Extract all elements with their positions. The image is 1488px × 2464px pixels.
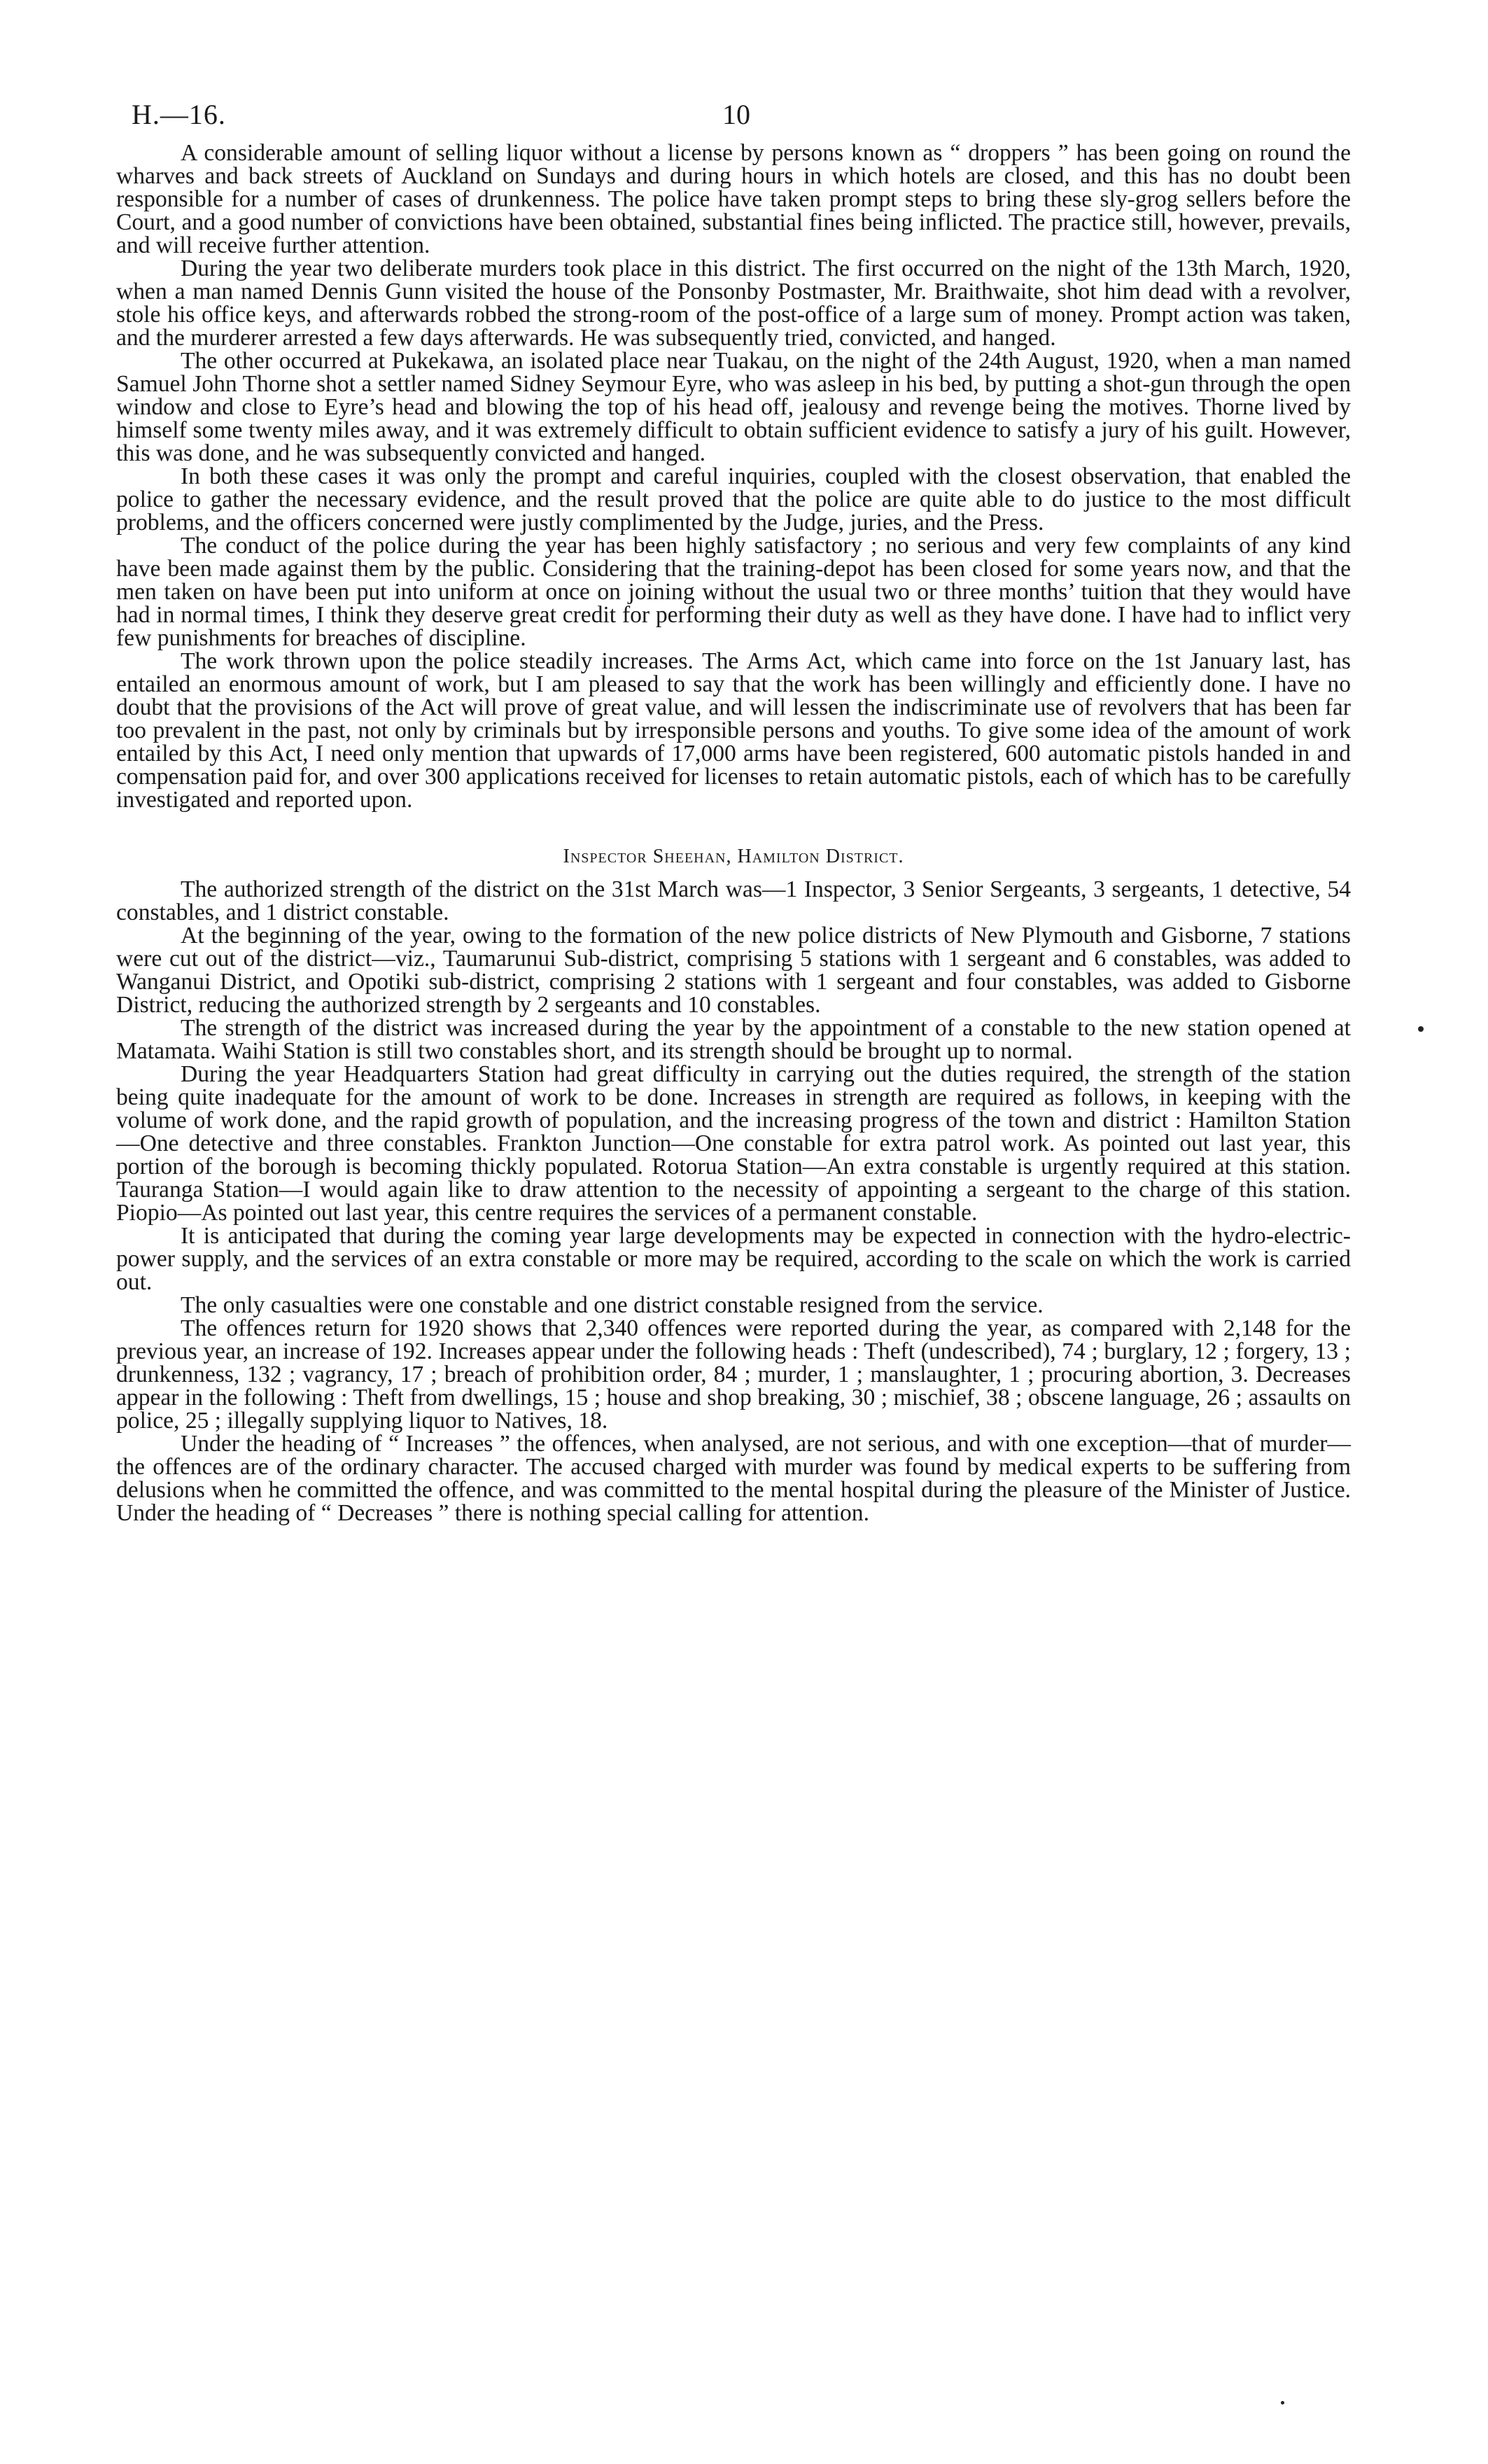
paragraph: It is anticipated that during the coming year large developments may be expected in connection with the hydro-electric-power supply, and the services of an extra constable or more may be required, according to the scale on which the work is carried out. <box>116 1223 1351 1295</box>
paragraph: The other occurred at Pukekawa, an isolated place near Tuakau, on the night of the 24th August, 1920, when a man named Samuel John Thorne shot a settler named Sidney Seymour Eyre, who was asleep in his bed, by putting a shot-gun through the open window and close to Eyre’s head and blowing the top of his head off, jealousy and revenge being the motives. Thorne lived by himself some twenty miles away, and it was extremely difficult to obtain sufficient evidence to satisfy a jury of his guilt. However, this was done, and he was subsequently convicted and hanged. <box>116 348 1351 466</box>
document-page <box>116 98 1351 1525</box>
paragraph: The strength of the district was increased during the year by the appointment of a constable to the new station opened at Matamata. Waihi Station is still two constables short, and its strength should be brought up to normal. <box>116 1015 1351 1064</box>
paragraph: Under the heading of “ Increases ” the offences, when analysed, are not serious, and with one exception—that of murder—the offences are of the ordinary character. The accused charged with murder was found by medical experts to be suffering from delusions when he committed the offence, and was committed to the mental hospital during the pleasure of the Minister of Justice. Under the heading of “ Decreases ” there is nothing special calling for attention. <box>116 1431 1351 1526</box>
document-body <box>116 141 1351 1525</box>
section-heading: Inspector Sheehan, Hamilton District. <box>563 846 904 867</box>
page-number: 10 <box>722 99 750 130</box>
paragraph: The work thrown upon the police steadily increases. The Arms Act, which came into force on the 1st January last, has entailed an enormous amount of work, but I am pleased to say that the work has been willingly and efficiently done. I have no doubt that the provisions of the Act will prove of great value, and will lessen the indiscriminate use of revolvers that has been far too prevalent in the past, not only by criminals but by irresponsible persons and youths. To give some idea of the amount of work entailed by this Act, I need only mention that upwards of 17,000 arms have been registered, 600 automatic pistols handed in and compensation paid for, and over 300 applications received for licenses to retain automatic pistols, each of which has to be carefully investigated and reported upon. <box>116 648 1351 813</box>
paragraph: At the beginning of the year, owing to the formation of the new police districts of New Plymouth and Gisborne, 7 stations were cut out of the district—viz., Taumarunui Sub-district, comprising 5 stations with 1 sergeant and 6 constables, was added to Wanganui District, and Opotiki sub-district, comprising 2 stations with 1 sergeant and four constables, was added to Gisborne District, reducing the authorized strength by 2 sergeants and 10 constables. <box>116 923 1351 1018</box>
page-header <box>116 98 1351 141</box>
paragraph: During the year Headquarters Station had great difficulty in carrying out the duties required, the strength of the station being quite inadequate for the amount of work to be done. Increases in strength are required as follows, in keeping with the volume of work done, and the rapid growth of population, and the increasing progress of the town and district : Hamilton Station—One detective and three constables. Frankton Junction—One constable for extra patrol work. As pointed out last year, this portion of the borough is becoming thickly populated. Rotorua Station—An extra constable is urgently required at this station. Tauranga Station—I would again like to draw attention to the necessity of appointing a sergeant to the charge of this station. Piopio—As pointed out last year, this centre requires the services of a permanent constable. <box>116 1061 1351 1226</box>
paragraph: In both these cases it was only the prompt and careful inquiries, coupled with the closest observation, that enabled the police to gather the necessary evidence, and the result proved that the police are quite able to do justice to the most difficult problems, and the officers concerned were justly complimented by the Judge, juries, and the Press. <box>116 463 1351 536</box>
paragraph: The conduct of the police during the year has been highly satisfactory ; no serious and very few complaints of any kind have been made against them by the public. Considering that the training-depot has been closed for some years now, and that the men taken on have been put into uniform at once on joining without the usual two or three months’ tuition that they would have had in normal times, I think they deserve great credit for performing their duty as well as they have done. I have had to inflict very few punishments for breaches of discipline. <box>116 533 1351 651</box>
paragraph: During the year two deliberate murders took place in this district. The first occurred on the night of the 13th March, 1920, when a man named Dennis Gunn visited the house of the Ponsonby Postmaster, Mr. Braithwaite, shot him dead with a revolver, stole his office keys, and afterwards robbed the strong-room of the post-office of a large sum of money. Prompt action was taken, and the murderer arrested a few days afterwards. He was subsequently tried, convicted, and hanged. <box>116 255 1351 351</box>
paragraph: A considerable amount of selling liquor without a license by persons known as “ droppers ” has been going on round the wharves and back streets of Auckland on Sundays and during hours in which hotels are closed, and this has no doubt been responsible for a number of cases of drunkenness. The police have taken prompt steps to bring these sly-grog sellers before the Court, and a good number of convictions have been obtained, substantial fines being inflicted. The practice still, however, prevails, and will receive further attention. <box>116 140 1351 258</box>
paragraph: The offences return for 1920 shows that 2,340 offences were reported during the year, as compared with 2,148 for the previous year, an increase of 192. Increases appear under the following heads : Theft (undescribed), 74 ; burglary, 12 ; forgery, 13 ; drunkenness, 132 ; vagrancy, 17 ; breach of prohibition order, 84 ; murder, 1 ; manslaughter, 1 ; procuring abortion, 3. Decreases appear in the following : Theft from dwellings, 15 ; house and shop breaking, 30 ; mischief, 38 ; obscene language, 26 ; assaults on police, 25 ; illegally supplying liquor to Natives, 18. <box>116 1315 1351 1434</box>
scan-speck <box>1281 2401 1284 2404</box>
document-reference: H.—16. <box>132 99 226 130</box>
paragraph: The authorized strength of the district on the 31st March was—1 Inspector, 3 Senior Sergeants, 3 sergeants, 1 detective, 54 constables, and 1 district constable. <box>116 876 1351 925</box>
paragraph: The only casualties were one constable and one district constable resigned from the service. <box>181 1292 1044 1318</box>
scan-speck <box>1418 1026 1424 1032</box>
